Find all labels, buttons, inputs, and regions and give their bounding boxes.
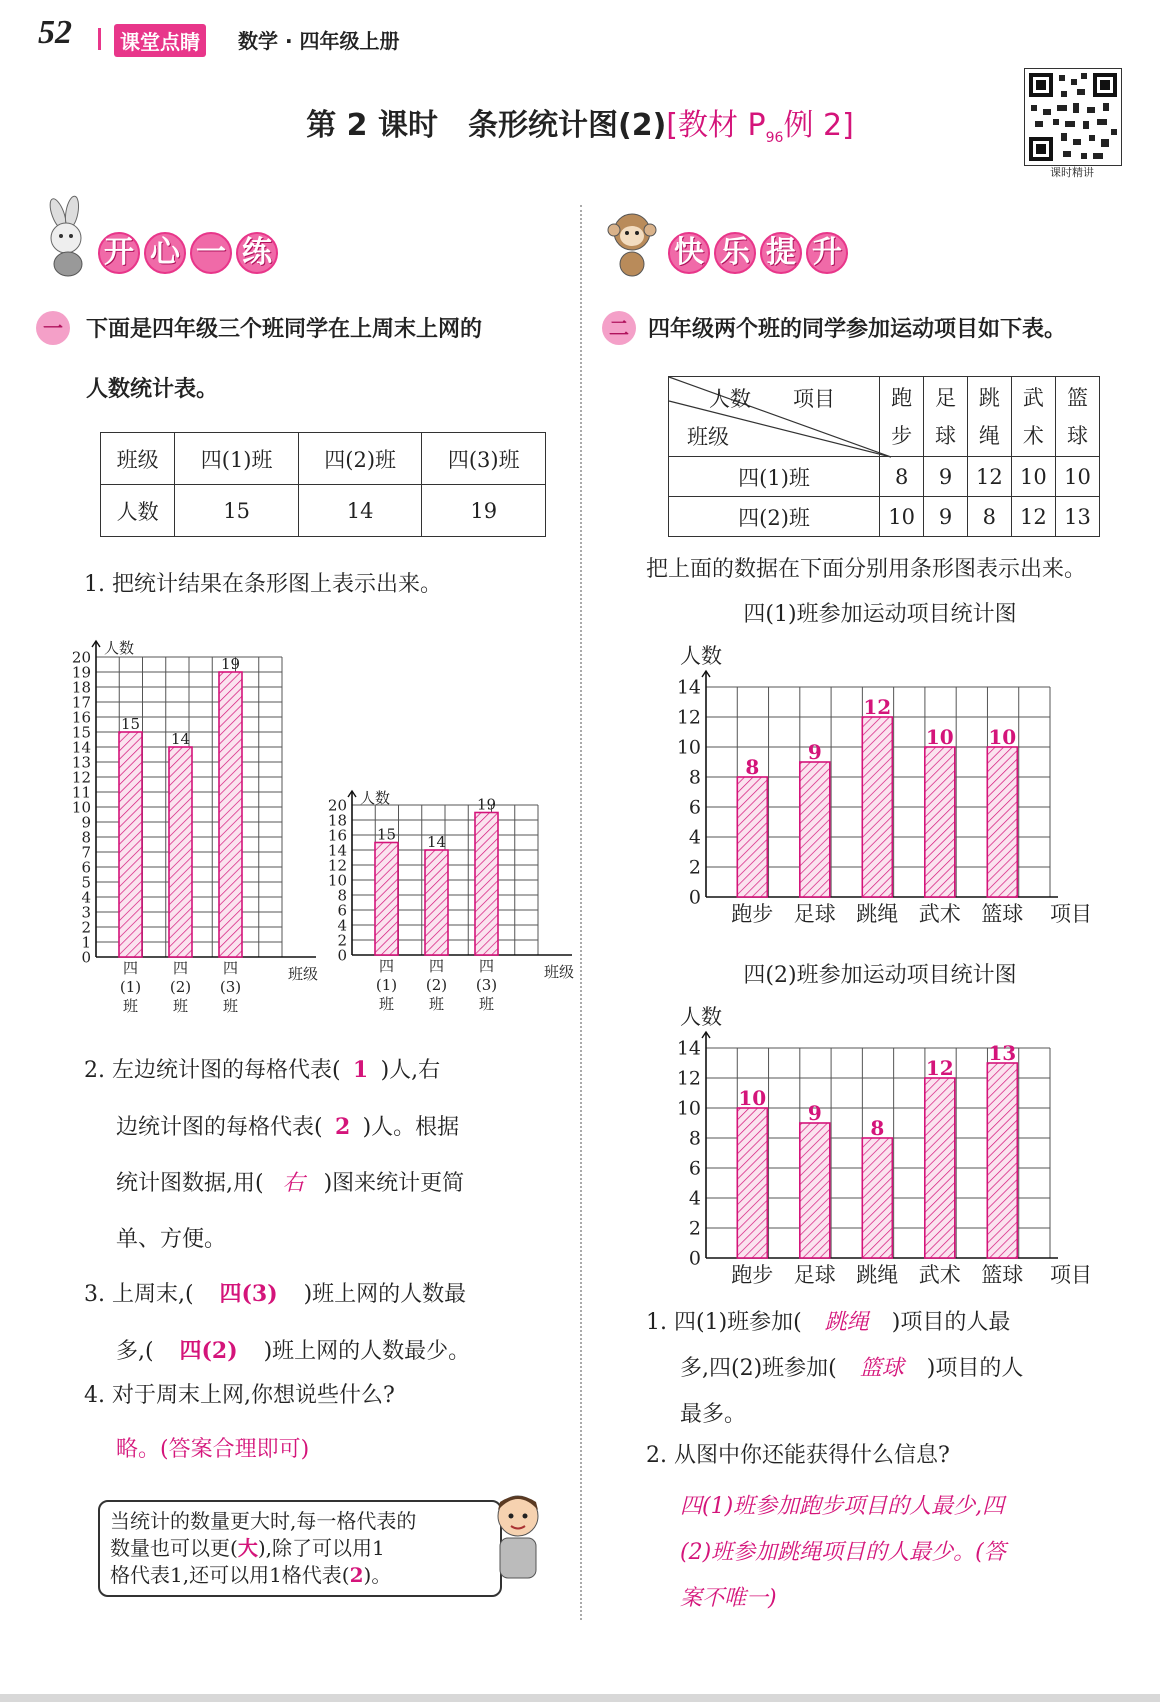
x-tick-label: 跑步: [731, 1263, 774, 1287]
y-tick-label: 20: [71, 648, 91, 667]
table-cell: 人数: [101, 485, 175, 537]
y-tick-label: 16: [327, 826, 347, 845]
table-col-header: 武术: [1011, 377, 1055, 457]
y-tick-label: 7: [81, 843, 91, 862]
bar-value-label: 13: [988, 1041, 1017, 1065]
right-sub-question-2-answer: 四(1)班参加跑步项目的人最少,四 (2)班参加跳绳项目的人最少。(答 案不唯一): [680, 1494, 1006, 1611]
page-number: 52: [38, 14, 72, 51]
sub-question-3: 3. 上周末,( 四(3) )班上网的人数最 多,( 四(2) )班上网的人数最少。: [84, 1281, 471, 1364]
y-tick-label: 18: [71, 678, 91, 697]
bar: [800, 762, 830, 897]
y-axis-label: 人数: [680, 644, 722, 668]
chart-instruction: 把上面的数据在下面分别用条形图表示出来。: [646, 557, 1087, 582]
x-tick-label: 四(2)班: [425, 957, 448, 1013]
lesson-title: [0, 100, 1160, 146]
y-tick-label: 16: [71, 708, 91, 727]
y-tick-label: 6: [337, 901, 347, 920]
y-tick-label: 14: [676, 1037, 701, 1060]
bar-value-label: 10: [925, 725, 954, 749]
y-tick-label: 18: [327, 811, 347, 830]
table-header-cell: 四(3)班: [422, 433, 546, 485]
x-tick-label: 四(3)班: [475, 957, 498, 1013]
table-cell: 9: [924, 457, 968, 497]
y-tick-label: 4: [337, 916, 347, 935]
y-tick-label: 0: [337, 946, 347, 965]
table-cell: 12: [967, 457, 1011, 497]
lesson-title-main: 第 2 课时 条形统计图(2): [306, 108, 667, 143]
chart-left-1: [71, 622, 328, 1017]
y-axis-label: 人数: [360, 789, 391, 807]
bar-value-label: 10: [738, 1086, 767, 1110]
x-axis-label: 项目: [1050, 1263, 1092, 1287]
x-tick-label: 跳绳: [856, 902, 899, 926]
right-sub-question-1: 1. 四(1)班参加( 跳绳 )项目的人最 多,四(2)班参加( 篮球 )项目的人 最多。: [646, 1310, 1024, 1427]
y-tick-label: 14: [71, 738, 91, 757]
chart-right-2: [660, 993, 1120, 1293]
y-tick-label: 4: [688, 826, 701, 849]
bar: [475, 813, 498, 956]
bar-value-label: 12: [863, 695, 892, 719]
y-tick-label: 8: [81, 828, 91, 847]
bar: [737, 1108, 767, 1258]
y-tick-label: 0: [688, 886, 701, 909]
bar-value-label: 9: [807, 1101, 822, 1125]
y-tick-label: 0: [81, 948, 91, 967]
bar-value-label: 19: [476, 795, 497, 814]
bar: [737, 777, 767, 897]
bar-value-label: 15: [376, 825, 397, 844]
table-col-header: 篮球: [1055, 377, 1099, 457]
bar: [425, 850, 448, 955]
y-tick-label: 10: [71, 798, 91, 817]
question-1-text-line1: 下面是四年级三个班同学在上周末上网的: [86, 317, 483, 342]
x-tick-label: 四(3)班: [219, 959, 242, 1015]
bar: [987, 1063, 1017, 1258]
x-tick-label: 跑步: [731, 902, 774, 926]
bar: [119, 732, 142, 957]
y-tick-label: 12: [676, 706, 701, 729]
rabbit-mascot-icon: [36, 200, 106, 280]
table-cell: 8: [880, 457, 924, 497]
table-cell: 10: [880, 497, 924, 537]
right-sub-question-2: 2. 从图中你还能获得什么信息?: [646, 1443, 950, 1468]
bar-value-label: 8: [745, 755, 760, 779]
table-cell: 10: [1011, 457, 1055, 497]
x-axis-label: 班级: [288, 965, 319, 983]
table-cell: 8: [967, 497, 1011, 537]
y-tick-label: 15: [71, 723, 91, 742]
x-tick-label: 四(1)班: [119, 959, 142, 1015]
bar: [925, 747, 955, 897]
monkey-mascot-icon: [598, 202, 668, 282]
chart-4-title: 四(2)班参加运动项目统计图: [743, 963, 1017, 988]
qr-label: 课时精讲: [1050, 166, 1094, 179]
table-col-header: 跳绳: [967, 377, 1011, 457]
boy-mascot-icon: [488, 1488, 548, 1588]
question-1-text-line2: 人数统计表。: [86, 377, 219, 402]
y-tick-label: 14: [327, 841, 347, 860]
table-cell: 19: [422, 485, 546, 537]
bar-value-label: 19: [220, 655, 241, 673]
x-tick-label: 跳绳: [856, 1263, 899, 1287]
y-tick-label: 14: [676, 676, 701, 699]
question-1-number: 一: [36, 311, 70, 345]
y-axis-label: 人数: [680, 1005, 722, 1029]
page-bottom-bar: [0, 1694, 1160, 1702]
qr-code[interactable]: [1024, 68, 1122, 166]
bar-value-label: 9: [807, 740, 822, 764]
table-col-header: 跑步: [880, 377, 924, 457]
y-tick-label: 11: [71, 783, 91, 802]
bar-value-label: 14: [426, 833, 447, 851]
bar: [987, 747, 1017, 897]
table-cell: 12: [1011, 497, 1055, 537]
y-tick-label: 10: [676, 1097, 701, 1120]
sub-question-4-answer: 略。(答案合理即可): [116, 1437, 310, 1462]
y-tick-label: 5: [81, 873, 91, 892]
y-tick-label: 3: [81, 903, 91, 922]
y-tick-label: 13: [71, 753, 91, 772]
y-tick-label: 2: [337, 931, 347, 950]
sub-question-2: 2. 左边统计图的每格代表( 1 )人,右 边统计图的每格代表( 2 )人。根据 统计图数据,用( 右 )图来统计更简 单、方便。: [84, 1057, 465, 1252]
y-tick-label: 12: [327, 856, 347, 875]
y-tick-label: 2: [81, 918, 91, 937]
table-cell: 14: [298, 485, 422, 537]
x-tick-label: 武术: [918, 1263, 961, 1287]
chart-right-1: [660, 632, 1120, 932]
table-col-header: 足球: [924, 377, 968, 457]
y-tick-label: 2: [688, 856, 701, 879]
bar-value-label: 14: [170, 730, 191, 748]
table-header-cell: 四(1)班: [175, 433, 299, 485]
qr-code-icon: [1025, 69, 1121, 165]
table-row-label: 四(1)班: [669, 457, 880, 497]
bar-value-label: 8: [870, 1116, 885, 1140]
y-tick-label: 2: [688, 1217, 701, 1240]
header-divider: [98, 28, 101, 50]
table-cell: 15: [175, 485, 299, 537]
table-header-cell: 班级: [101, 433, 175, 485]
bar: [375, 843, 398, 956]
y-tick-label: 10: [676, 736, 701, 759]
bar-value-label: 12: [925, 1056, 954, 1080]
x-axis-label: 班级: [544, 963, 575, 981]
y-tick-label: 4: [81, 888, 91, 907]
table-cell: 10: [1055, 457, 1099, 497]
right-section-title: 快 乐 提 升: [668, 232, 852, 274]
x-tick-label: 四(1)班: [375, 957, 398, 1013]
table-row-label: 四(2)班: [669, 497, 880, 537]
sub-question-1: 1. 把统计结果在条形图上表示出来。: [84, 572, 442, 597]
tip-bubble: 当统计的数量更大时,每一格代表的 数量也可以更(大),除了可以用1 格代表1,还可以用1格代表(2)。: [98, 1500, 502, 1597]
lesson-title-ref: [教材 $P_{96}$例 2]: [666, 108, 854, 146]
y-tick-label: 8: [337, 886, 347, 905]
y-tick-label: 1: [81, 933, 91, 952]
y-tick-label: 9: [81, 813, 91, 832]
table-diagonal-header: 人数 项目 班级: [669, 377, 880, 457]
left-section-title: 开 心 一 练: [98, 232, 282, 274]
column-divider: [580, 205, 582, 1620]
left-data-table: [100, 432, 546, 537]
y-tick-label: 8: [688, 1127, 701, 1150]
bar-value-label: 10: [988, 725, 1017, 749]
y-axis-label: 人数: [104, 639, 135, 657]
y-tick-label: 6: [688, 796, 701, 819]
header-subject: 数学 · 四年级上册: [238, 29, 400, 53]
header-tag: 课堂点睛: [114, 24, 206, 57]
question-2-number: 二: [602, 311, 636, 345]
bar-value-label: 15: [120, 715, 141, 733]
bar: [800, 1123, 830, 1258]
question-2-text: 四年级两个班的同学参加运动项目如下表。: [648, 317, 1067, 342]
x-axis-label: 项目: [1050, 902, 1092, 926]
y-tick-label: 12: [71, 768, 91, 787]
y-tick-label: 8: [688, 766, 701, 789]
x-tick-label: 篮球: [981, 1263, 1024, 1287]
chart-3-title: 四(1)班参加运动项目统计图: [743, 602, 1017, 627]
bar: [862, 717, 892, 897]
table-cell: 9: [924, 497, 968, 537]
table-cell: 13: [1055, 497, 1099, 537]
x-tick-label: 足球: [793, 1263, 836, 1287]
bar: [219, 672, 242, 957]
x-tick-label: 篮球: [981, 902, 1024, 926]
y-tick-label: 12: [676, 1067, 701, 1090]
y-tick-label: 6: [81, 858, 91, 877]
bar: [862, 1138, 892, 1258]
y-tick-label: 6: [688, 1157, 701, 1180]
right-data-table: [668, 376, 1100, 537]
y-tick-label: 17: [71, 693, 91, 712]
y-tick-label: 19: [71, 663, 91, 682]
y-tick-label: 20: [327, 796, 347, 815]
y-tick-label: 4: [688, 1187, 701, 1210]
sub-question-4: 4. 对于周末上网,你想说些什么?: [84, 1383, 395, 1408]
table-header-cell: 四(2)班: [298, 433, 422, 485]
bar: [169, 747, 192, 957]
x-tick-label: 武术: [918, 902, 961, 926]
x-tick-label: 足球: [793, 902, 836, 926]
x-tick-label: 四(2)班: [169, 959, 192, 1015]
y-tick-label: 10: [327, 871, 347, 890]
chart-left-2: [328, 770, 578, 1020]
bar: [925, 1078, 955, 1258]
y-tick-label: 0: [688, 1247, 701, 1270]
